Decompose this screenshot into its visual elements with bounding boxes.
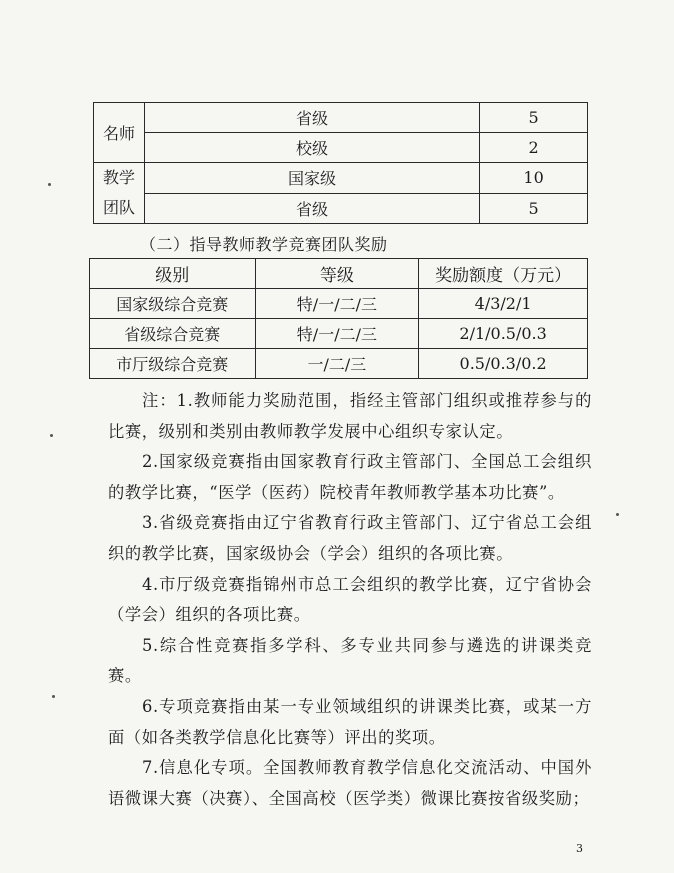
amount-cell: 2	[480, 133, 588, 163]
category-cell	[94, 163, 145, 224]
level-cell: 校级	[144, 133, 479, 163]
note-paragraph: 5.综合性竞赛指多学科、多专业共同参与遴选的讲课类竞赛。	[108, 635, 592, 686]
award-table-teachers	[93, 102, 588, 224]
amount-cell: 5	[480, 103, 588, 133]
table-row	[94, 193, 588, 224]
amount-cell: 5	[480, 193, 588, 224]
scan-speck	[50, 434, 53, 437]
category-label: 名师	[102, 124, 135, 143]
table-row	[90, 289, 588, 319]
level-cell: 国家级	[144, 163, 479, 194]
scan-speck	[48, 183, 51, 186]
level-cell: 省级综合竞赛	[90, 319, 256, 349]
note-paragraph: 4.市厅级竞赛指锦州市总工会组织的教学比赛，辽宁省协会（学会）组织的各项比赛。	[108, 574, 592, 625]
amount-cell: 0.5/0.3/0.2	[419, 349, 588, 379]
page-number: 3	[576, 842, 583, 855]
table-row	[94, 133, 588, 163]
table-row	[94, 163, 588, 194]
table-row	[90, 319, 588, 349]
note-paragraph: 6.专项竞赛指由某一专业领域组织的讲课类比赛，或某一方面（如各类教学信息化比赛等）评出的奖项。	[108, 696, 592, 747]
amount-cell: 4/3/2/1	[419, 289, 588, 319]
column-header: 奖励额度（万元）	[419, 259, 588, 289]
amount-cell: 10	[480, 163, 588, 194]
level-cell: 省级	[144, 193, 479, 224]
note-paragraph: 注：1.教师能力奖励范围，指经主管部门组织或推荐参与的比赛，级别和类别由教师教学发展中心组织专家认定。	[108, 391, 592, 441]
level-cell: 市厅级综合竞赛	[90, 349, 256, 379]
grade-cell: 特/一/二/三	[255, 289, 419, 319]
notes-section	[108, 386, 592, 814]
category-label-line2: 团队	[102, 198, 135, 217]
table-row	[90, 349, 588, 379]
scan-speck	[52, 695, 55, 698]
category-cell	[94, 103, 145, 163]
section-heading: （二）指导教师教学竞赛团队奖励	[140, 235, 388, 254]
grade-cell: 特/一/二/三	[255, 319, 419, 349]
column-header: 级别	[90, 259, 256, 289]
table-header-row	[90, 259, 588, 289]
note-paragraph: 7.信息化专项。全国教师教育教学信息化交流活动、中国外语微课大赛（决赛）、全国高校（医学类）微课比赛按省级奖励；	[108, 758, 592, 808]
amount-cell: 2/1/0.5/0.3	[419, 319, 588, 349]
category-label-line1: 教学	[102, 168, 135, 187]
scan-speck	[616, 513, 619, 516]
note-paragraph: 2.国家级竞赛指由国家教育行政主管部门、全国总工会组织的教学比赛，“医学（医药）院校青年教师教学基本功比赛”。	[108, 452, 592, 502]
grade-cell: 一/二/三	[255, 349, 419, 379]
table-row	[94, 103, 588, 133]
award-table-competitions	[89, 258, 588, 379]
level-cell: 省级	[144, 103, 479, 133]
level-cell: 国家级综合竞赛	[90, 289, 256, 319]
column-header: 等级	[255, 259, 419, 289]
note-paragraph: 3.省级竞赛指由辽宁省教育行政主管部门、辽宁省总工会组织的教学比赛，国家级协会（学会）组织的各项比赛。	[108, 513, 592, 563]
